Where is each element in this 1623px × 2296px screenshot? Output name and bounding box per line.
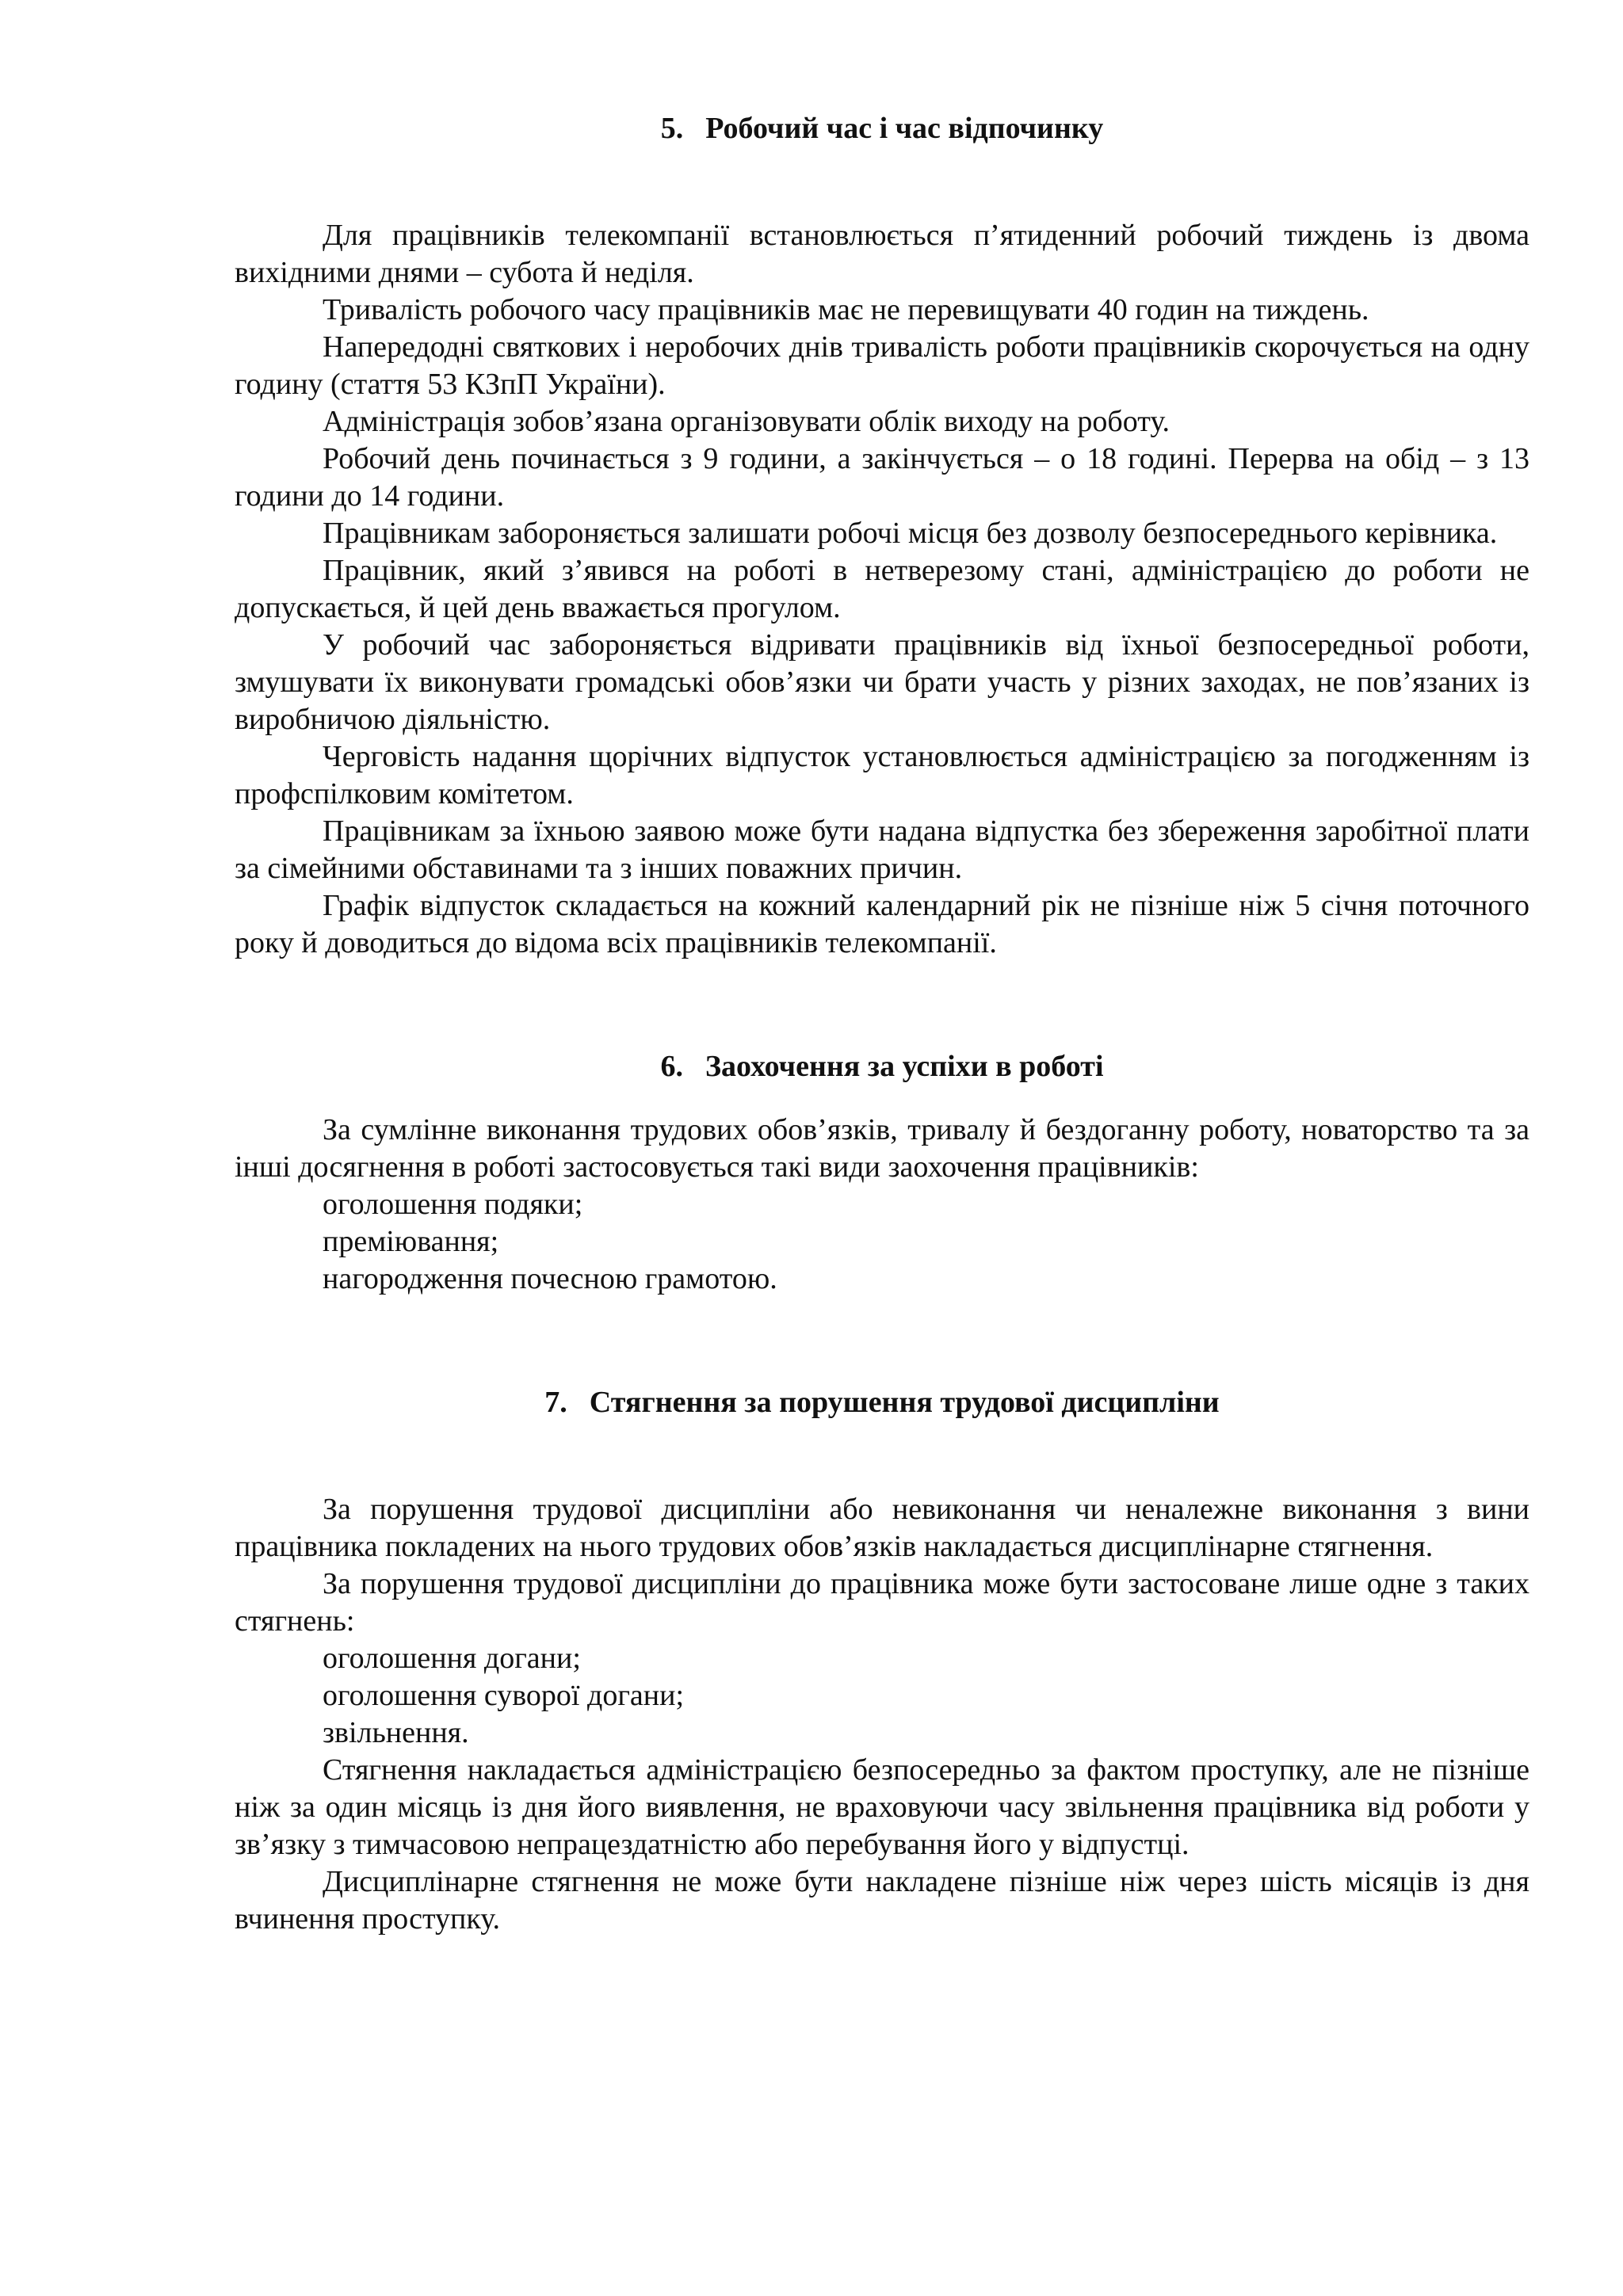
section-6-number: 6. [660,1050,683,1083]
document-page [235,109,1529,1938]
paragraph: Працівникам забороняється залишати робочі місця без дозволу безпосереднього керівника. [323,517,1498,550]
section-7-heading: Стягнення за порушення трудової дисципліни [589,1386,1220,1419]
paragraph: Напередодні святкових і неробочих днів тривалість роботи працівників скорочується на одну годину (стаття 53 КЗпП України). [235,330,1529,401]
paragraph: За порушення трудової дисципліни до працівника може бути застосоване лише одне з таких стягнень: [235,1567,1529,1638]
list-item: оголошення суворої догани; [323,1679,684,1712]
paragraph: У робочий час забороняється відривати працівників від їхньої безпосередньої роботи, змушувати їх виконувати громадські обов’язки чи брати участь у різних заходах, не пов’язаних із виробничою діяльністю. [235,628,1529,736]
section-6-heading: Заохочення за успіхи в роботі [705,1050,1104,1083]
list-item: нагородження почесною грамотою. [323,1262,777,1295]
section-7-number: 7. [544,1386,567,1419]
paragraph: Черговість надання щорічних відпусток установлюється адміністрацією за погодженням із профспілковим комітетом. [235,740,1529,810]
section-6-title [235,1047,1529,1085]
paragraph: Стягнення накладається адміністрацією безпосередньо за фактом проступку, але не пізніше ніж за один місяць із дня його виявлення, не враховуючи часу звільнення працівника від роботи у зв’язку з тимчасовою непрацездатністю або перебування його у відпустці. [235,1753,1529,1861]
list-item: оголошення догани; [323,1642,581,1675]
section-5-number: 5. [660,112,684,145]
paragraph: Тривалість робочого часу працівників має не перевищувати 40 годин на тиждень. [323,293,1369,326]
section-7-title [235,1383,1529,1421]
paragraph: Працівникам за їхньою заявою може бути надана відпустка без збереження заробітної плати за сімейними обставинами та з інших поважних причин. [235,814,1529,885]
paragraph: Для працівників телекомпанії встановлюється п’ятиденний робочий тиждень із двома вихідними днями – субота й неділя. [235,219,1529,289]
paragraph: За сумлінне виконання трудових обов’язків, тривалу й бездоганну роботу, новаторство та за інші досягнення в роботі застосовується такі види заохочення працівників: [235,1113,1529,1184]
list-item: звільнення. [323,1716,469,1749]
paragraph: Адміністрація зобов’язана організовувати облік виходу на роботу. [323,405,1170,438]
section-5-heading: Робочий час і час відпочинку [705,112,1104,145]
paragraph: За порушення трудової дисципліни або невиконання чи неналежне виконання з вини працівника покладених на нього трудових обов’язків накладається дисциплінарне стягнення. [235,1493,1529,1563]
paragraph: Робочий день починається з 9 години, а закінчується – о 18 годині. Перерва на обід – з 13 години до 14 години. [235,442,1529,513]
list-item: преміювання; [323,1225,499,1258]
paragraph: Графік відпусток складається на кожний календарний рік не пізніше ніж 5 січня поточного року й доводиться до відома всіх працівників телекомпанії. [235,889,1529,959]
paragraph: Дисциплінарне стягнення не може бути накладене пізніше ніж через шість місяців із дня вчинення проступку. [235,1865,1529,1936]
list-item: оголошення подяки; [323,1188,583,1221]
paragraph: Працівник, який з’явився на роботі в нетверезому стані, адміністрацією до роботи не допускається, й цей день вважається прогулом. [235,554,1529,624]
section-5-title [235,109,1529,147]
